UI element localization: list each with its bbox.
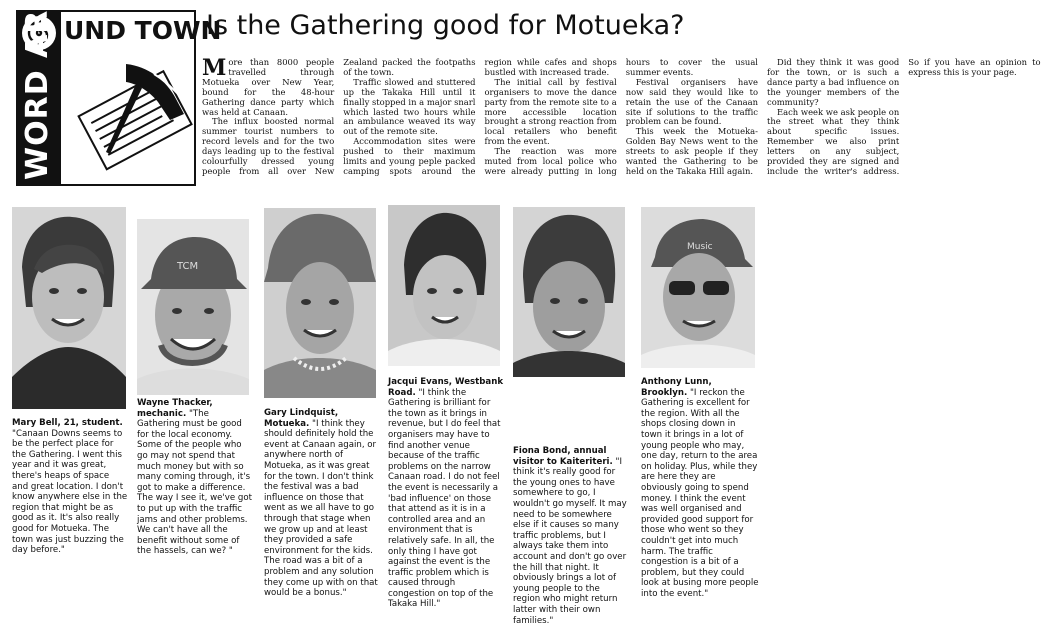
person-quote: "I reckon the Gathering is excellent for the region. With all the shops closing down in town it brings in a lot of young people who may, one day, return to the area on holiday. Plus, while they are here they are obviously going to spend money. I think the event was well organised and provided good support for those who went so they couldn't get into much harm. The traffic congestion is a bit of a problem, but they could look at busing more people into the event." [641, 387, 759, 599]
photo-jacqui-evans [388, 205, 500, 366]
person-quote: "Canaan Downs seems to be the perfect place for the Gathering. I went this year and it was great, there's heaps of space and great location. I don't know anywhere else in the region that might be as good as it. It's also really good for Motueka. The town was just buzzing the day before." [12, 428, 128, 556]
intro-paragraph: Traffic slowed and stuttered up the Takaka Hill until it finally stopped in a major snarl which lasted two hours while an ambulance weaved its way out of the remote site. [343, 76, 476, 137]
column-logo [16, 9, 222, 186]
photo-fiona-bond [513, 207, 625, 377]
person-quote: "I think the Gathering is brilliant for the town as it brings in revenue, but I do feel that organisers may have to find another venue because of the traffic problems on the narrow Canaan road. I do not feel the event is necessarily a 'bad influence' on those that attend as it is in a controlled area and an environment that is relatively safe. In all, the only thing I have got against the event is the traffic problem which is caused through congestion on top of the Takaka Hill." [388, 387, 501, 610]
person-quote: "I think they should definitely hold the event at Canaan again, or anywhere north of Motueka, as it was great for the town. I don't think the festival was a bad influence on those that went as we all have to go through that stage when we grow up and at least they provided a safe environment for the kids. The road was a bit of a problem and any solution they come up with on that would be a bonus." [264, 418, 378, 599]
intro-paragraph: Did they think it was good for the town, or is such a dance party a bad influence on the younger members of the community? [767, 57, 900, 107]
intro-paragraph: Festival organisers have now said they would like to retain the use of the Canaan site if solutions to the traffic problem can be found. [625, 76, 758, 127]
person-name: Mary Bell, 21, student. [12, 418, 123, 428]
photo-anthony-lunn [641, 207, 755, 368]
intro-paragraph: Accommodation sites were pushed to their maximum limits and young peple packed camping spots around the region while cafes and shops bustled with increased trade. [343, 57, 617, 176]
caption-jacqui-evans [388, 377, 504, 610]
cap-logo: Music [687, 242, 713, 252]
logo-vertical-text: WORD AR [20, 9, 55, 180]
cap-logo: TCM [177, 261, 199, 272]
caption-gary-lindquist [264, 408, 380, 599]
photo-wayne-thacker [137, 219, 249, 395]
caption-wayne-thacker [137, 398, 253, 557]
caption-anthony-lunn [641, 377, 759, 599]
hand-writing-illustration [66, 54, 190, 180]
person-name: Jacqui Evans, Westbank Road. [388, 377, 504, 398]
person-name: Wayne Thacker, mechanic. [137, 398, 213, 419]
photo-gary-lindquist [264, 208, 376, 398]
intro-paragraph: This week the Motueka-Golden Bay News went to the streets to ask people if they wanted the Gathering to be held on the Takaka Hill again. [625, 126, 758, 176]
caption-fiona-bond [513, 446, 629, 626]
person-name: Fiona Bond, annual visitor to Kaiteriteri. [513, 446, 613, 467]
drop-cap: M [202, 55, 227, 81]
person-name: Gary Lindquist, Motueka. [264, 408, 339, 429]
logo-horizontal-text: UND TOWN [64, 16, 222, 45]
intro-article [202, 55, 1041, 194]
intro-paragraph: Each week we ask people on the street what they think about specific issues. Remember we also print letters on any subject, provided they are signed and include the writer's address. So if you have an opinion to express this is your page. [767, 57, 1041, 176]
person-quote: "The Gathering must be good for the local economy. Some of the people who go may not spend that much money but with so many coming through, it's got to make a difference. The way I see it, we've got to put up with the traffic jams and other problems. We can't have all the benefit without some of the hassels, can we? " [137, 408, 252, 557]
intro-paragraph: The initial call by festival organisers to move the dance party from the remote site to a more accessible location brought a strong reaction from local retailers who benefit from the event. [484, 76, 617, 147]
headline: Is the Gathering good for Motueka? [206, 10, 685, 41]
intro-paragraph: The influx boosted normal summer tourist numbers to record levels and for the two days leading up to the festival colourfully dressed young people from all over New Zealand packed the footpaths of the town. [202, 57, 476, 176]
photo-mary-bell [12, 207, 126, 409]
intro-paragraph: More than 8000 people travelled through Motueka over New Year, bound for the 48-hour Gathering dance party which was held at Canaan. [202, 55, 335, 117]
caption-mary-bell [12, 418, 128, 556]
person-name: Anthony Lunn, Brooklyn. [641, 377, 712, 398]
person-quote: "I think it's really good for the young ones to have somewhere to go, I wouldn't go myself. It may need to be somewhere else if it causes so many traffic problems, but I always take them into account and don't go over the hill that night. It obviously brings a lot of young people to the region who might return latter with their own families." [513, 456, 627, 626]
intro-paragraph: The reaction was more muted from local police who were already putting in long hours to cover the usual summer events. [484, 57, 758, 176]
